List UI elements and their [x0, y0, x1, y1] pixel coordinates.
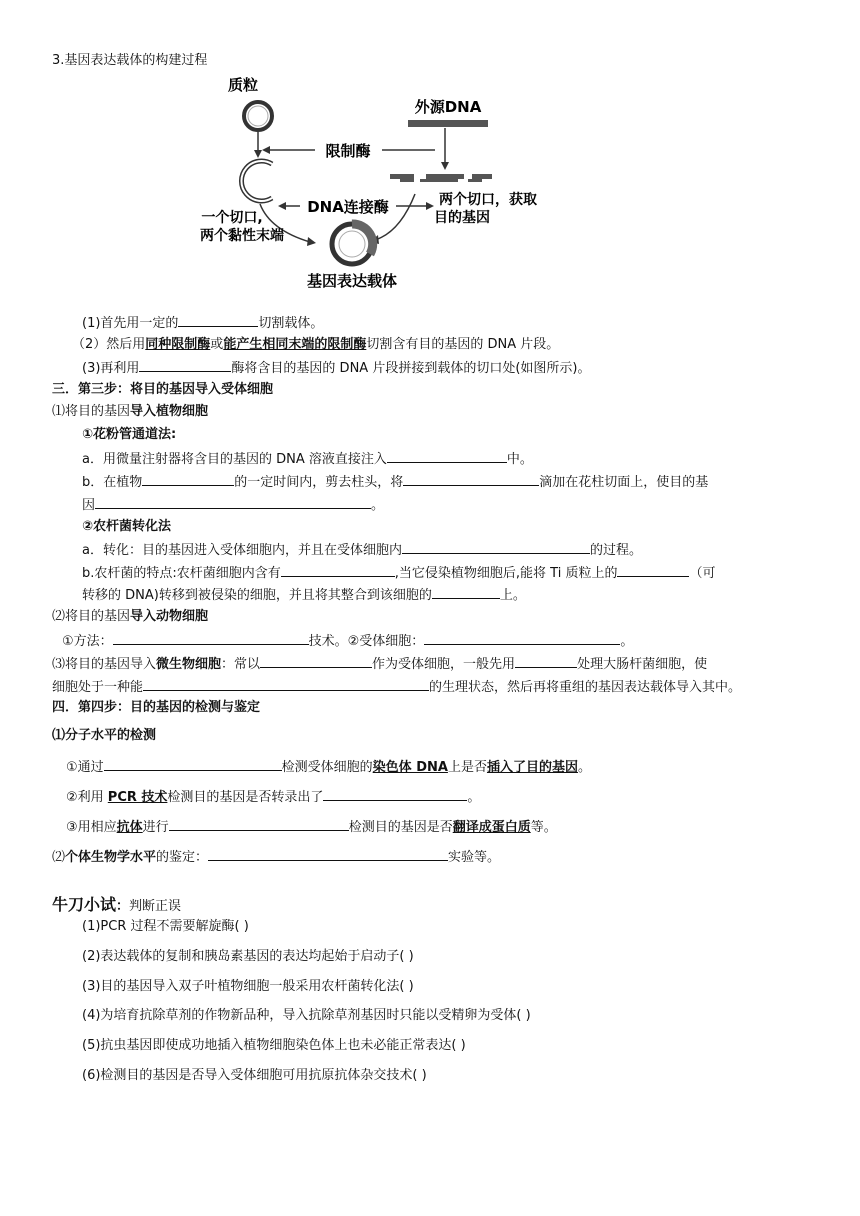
answer-blank[interactable] [515, 654, 577, 668]
answer-blank[interactable] [95, 495, 371, 509]
sticky-ends-label: 两个黏性末端 [200, 228, 284, 244]
answer-blank[interactable] [424, 631, 620, 645]
pollen-b: b．在植物 的一定时间内，剪去柱头，将 滴加在花柱切面上，使目的基 [82, 472, 708, 492]
section-title: 3.基因表达载体的构建过程 [52, 53, 208, 68]
answer-blank[interactable] [281, 563, 395, 577]
answer-blank[interactable] [323, 787, 467, 801]
answer-blank[interactable] [617, 563, 689, 577]
quiz-item: (3)目的基因导入双子叶植物细胞一般采用农杆菌转化法( ) [82, 979, 414, 994]
part3-heading: 三．第三步：将目的基因导入受体细胞 [52, 382, 274, 397]
quiz-item: (4)为培育抗除草剂的作物新品种，导入抗除草剂基因时只能以受精卵为受体( ) [82, 1008, 531, 1023]
agro-heading: ②农杆菌转化法 [82, 519, 172, 534]
agro-b-cont: 转移的 DNA)转移到被侵染的细胞，并且将其整合到该细胞的 上。 [82, 585, 526, 605]
answer-blank[interactable] [387, 449, 507, 463]
pollen-a: a．用微量注射器将含目的基因的 DNA 溶液直接注入 中。 [82, 449, 533, 469]
mol-3: ③用相应抗体进行 检测目的基因是否翻译成蛋白质等。 [66, 817, 557, 837]
quiz-item: (5)抗虫基因即使成功地插入植物细胞染色体上也未必能正常表达( ) [82, 1038, 466, 1053]
answer-blank[interactable] [403, 472, 539, 486]
mol-2: ②利用 PCR 技术检测目的基因是否转录出了 。 [66, 787, 480, 807]
step-3: (3)再利用 酶将含目的基因的 DNA 片段拼接到载体的切口处(如图所示)。 [82, 358, 590, 378]
pollen-heading: ①花粉管通道法: [82, 427, 177, 442]
animal-method: ①方法： 技术。②受体细胞： 。 [62, 631, 633, 651]
quiz-item: (1)PCR 过程不需要解旋酶( ) [82, 919, 249, 934]
agro-b: b.农杆菌的特点:农杆菌细胞内含有 ,当它侵染植物细胞后,能将 Ti 质粒上的 （可 [82, 563, 715, 583]
plant-heading: ⑴将目的基因导入植物细胞 [52, 404, 209, 419]
agro-a: a．转化：目的基因进入受体细胞内，并且在受体细胞内 的过程。 [82, 540, 642, 560]
answer-blank[interactable] [432, 585, 500, 599]
foreign-dna-bar [408, 120, 488, 127]
two-cuts-label: 两个切口，获取 [439, 192, 537, 208]
animal-heading: ⑵将目的基因导入动物细胞 [52, 609, 209, 624]
one-cut-label: 一个切口, [201, 210, 263, 226]
answer-blank[interactable] [139, 358, 231, 372]
quiz-title: 牛刀小试：判断正误 [52, 895, 182, 914]
foreign-dna-label: 外源DNA [414, 98, 482, 116]
pollen-b-cont: 因 。 [82, 495, 384, 515]
answer-blank[interactable] [104, 757, 282, 771]
answer-blank[interactable] [143, 677, 429, 691]
restriction-enzyme-label: 限制酶 [325, 142, 371, 160]
quiz-item: (6)检测目的基因是否导入受体细胞可用抗原抗体杂交技术( ) [82, 1068, 427, 1083]
molecular-heading: ⑴分子水平的检测 [52, 728, 157, 743]
answer-blank[interactable] [260, 654, 372, 668]
answer-blank[interactable] [402, 540, 590, 554]
micro-line-2: 细胞处于一种能 的生理状态，然后再将重组的基因表达载体导入其中。 [52, 677, 741, 697]
vector-construction-diagram [190, 72, 560, 294]
answer-blank[interactable] [113, 631, 309, 645]
quiz-item: (2)表达载体的复制和胰岛素基因的表达均起始于启动子( ) [82, 949, 414, 964]
answer-blank[interactable] [208, 847, 448, 861]
plasmid-label: 质粒 [227, 76, 259, 94]
answer-blank[interactable] [169, 817, 349, 831]
part4-heading: 四．第四步：目的基因的检测与鉴定 [52, 700, 261, 715]
micro-line-1: ⑶将目的基因导入微生物细胞：常以 作为受体细胞，一般先用 处理大肠杆菌细胞，使 [52, 654, 707, 674]
mol-1: ①通过 检测受体细胞的染色体 DNA上是否插入了目的基因。 [66, 757, 591, 777]
step-1: (1)首先用一定的 切割载体。 [82, 313, 323, 333]
answer-blank[interactable] [142, 472, 234, 486]
ligase-label: DNA连接酶 [307, 198, 389, 216]
target-gene-label: 目的基因 [434, 210, 490, 226]
individual-level: ⑵个体生物学水平的鉴定： 实验等。 [52, 847, 500, 867]
answer-blank[interactable] [178, 313, 258, 327]
step-2: （2）然后用同种限制酶或能产生相同末端的限制酶切割含有目的基因的 DNA 片段。 [72, 337, 560, 352]
vector-label: 基因表达载体 [306, 272, 398, 290]
